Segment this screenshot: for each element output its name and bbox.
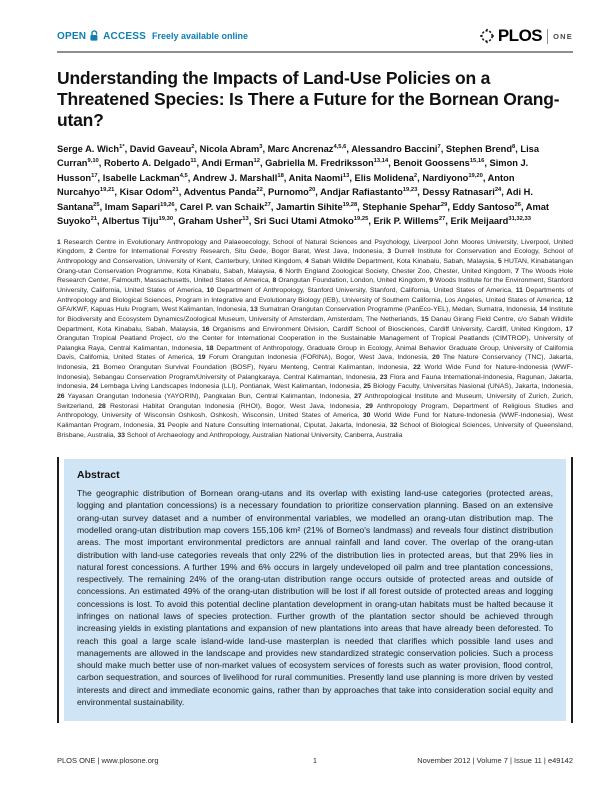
abstract-heading: Abstract (77, 469, 120, 482)
affiliation-number: 25 (363, 383, 371, 391)
affiliation-text: The Woods Hole Research Center, Falmouth, Massachusetts, United States of America, (57, 267, 573, 285)
author: Andrew J. Marshall$^{18}$ (192, 172, 284, 183)
author: Erik P. Willems$^{27}$ (373, 215, 446, 227)
affiliation-text: Lembaga Living Landscapes Indonesia (LLI), Pontianak, West Kalimantan, Indonesia, (98, 383, 364, 391)
affiliation-number: 14 (539, 306, 548, 314)
affiliation-number: 15 (421, 315, 429, 323)
affiliation-number: 32 (389, 421, 398, 429)
abstract-box (64, 459, 566, 721)
affiliation-text: GFA/KWF, Kapuas Hulu Program, West Kalimantan, Indonesia, (57, 306, 251, 314)
footer-page-number: 1 (312, 756, 318, 765)
author: Stephen Brend$^8$ (445, 143, 516, 154)
affiliation-text: Departments of Anthropology and Biological Sciences, Program in Integrative and Evolutionary Biology (IEB), University of Southern California, Los Angeles, United States of America, (57, 286, 573, 304)
affiliation-number: 23 (379, 373, 388, 381)
author: Carel P. van Schaik$^{27}$ (179, 201, 271, 212)
affiliation-text: Sumatran Orangutan Conservation Programme (PanEco-YEL), Medan, Sumatra, Indonesia, (257, 306, 540, 314)
author: Anton Nurcahyo$^{19,21}$ (57, 172, 515, 198)
author: Alessandro Baccini$^7$ (351, 143, 441, 154)
author: Adventus Panda$^{22}$ (183, 187, 263, 198)
affiliation-text: Danau Girang Field Centre, c/o Sabah Wildlife Department, Kota Kinabalu, Sabah, Malaysia, (57, 315, 574, 333)
affiliation-number: 33 (117, 431, 126, 439)
affiliation-number: 10 (206, 286, 215, 294)
affiliation-text: Durrell Institute for Conservation and Ecology, School of Anthropology and Conservation, University of Kent, Canterbury, United Kingdom, (57, 248, 573, 266)
affiliation-text: School of Biological Sciences, University of Queensland, Brisbane, Australia, (57, 421, 573, 439)
affiliation-number: 9 (429, 277, 434, 285)
plos-one-logo (479, 26, 573, 46)
author: Albertus Tiju$^{19,30}$ (101, 215, 174, 227)
affiliation-text: Anthropology Program, Department of Religious Studies and Anthropology, University of Wisconsin Oshkosh, Oshkosh, Wisconsin, United States of America, (57, 402, 573, 420)
author: Amat Suyoko$^{21}$ (57, 201, 550, 227)
affiliation-text: World Wide Fund for Nature-Indonesia (WWF-Indonesia), Sebangau Conservation Program/University of Palangkaraya, Central Kalimantan, Indonesia, (57, 364, 573, 381)
page-header (57, 26, 573, 53)
author-list: Serge A. Wich$^{1*}$, David Gaveau$^2$, Nicola Abram$^3$, Marc Ancrenaz$^{4,5,6}$, Alessandro Baccini$^7$, Stephen Brend$^8$, Lisa Curran$^{9,10}$, Roberto A. Delgado$^{11}$, Andi Erman$^{12}$, Gabriella M. Fredriksson$^{13,14}$, Benoit Goossens$^{15,16}$, Simon J. Husson$^{17}$, Isabelle Lackman$^{4,5}$, Andrew J. Marshall$^{18}$, Anita Naomi$^{13}$, Elis Molidena$^2$, Nardiyono$^{19,20}$, Anton Nurcahyo$^{19,21}$, Kisar Odom$^{21}$, Adventus Panda$^{22}$, Purnomo$^{20}$, Andjar Rafiastanto$^{19,23}$, Dessy Ratnasari$^{24}$, Adi H. Santana$^{25}$, Imam Sapari$^{19,26}$, Carel P. van Schaik$^{27}$, Jamartin Sihite$^{19,28}$, Stephanie Spehar$^{29}$, Eddy Santoso$^{26}$, Amat Suyoko$^{21}$, Albertus Tiju$^{19,30}$, Graham Usher$^{13}$, Sri Suci Utami Atmoko$^{19,25}$, Erik P. Willems$^{27}$, Erik Meijaard$^{31,32,33}$ (57, 143, 550, 227)
author: Andjar Rafiastanto$^{19,23}$ (320, 187, 418, 198)
author: Eddy Santoso$^{26}$ (452, 201, 521, 212)
author: Elis Molidena$^2$ (354, 172, 418, 183)
open-access-tagline: Freely available online (152, 31, 249, 41)
author: Jamartin Sihite$^{19,28}$ (276, 201, 358, 212)
affiliation-number: 13 (250, 306, 258, 314)
affiliation-number: 8 (272, 277, 277, 285)
author: Graham Usher$^{13}$ (178, 215, 249, 227)
author: David Gaveau$^2$ (129, 143, 195, 154)
abstract-section (57, 457, 573, 723)
affiliation-number: 11 (515, 286, 523, 294)
affiliation-text: Forum Orangutan Indonesia (FORINA), Bogor, West Java, Indonesia, (205, 354, 433, 362)
affiliation-text: Biology Faculty, Universitas Nasional (UNAS), Jakarta, Indonesia, (370, 383, 573, 391)
footer-journal-url: PLOS ONE | www.plosone.org (57, 756, 159, 765)
affiliation-number: 30 (362, 412, 371, 420)
author: Benoit Goossens$^{15,16}$ (393, 158, 485, 169)
author: Simon J. Husson$^{17}$ (57, 158, 529, 183)
affiliation-number: 1 (57, 238, 61, 246)
affiliation-number: 31 (157, 421, 166, 429)
affiliation-number: 26 (57, 392, 65, 400)
affiliation-number: 6 (278, 267, 283, 275)
affiliation-text: Flora and Fauna International-Indonesia, Ragunan, Jakarta, Indonesia, (57, 373, 574, 391)
affiliation-number: 3 (387, 248, 392, 256)
affiliation-number: 5 (498, 258, 502, 266)
author: Roberto A. Delgado$^{11}$ (103, 158, 197, 169)
author: Erik Meijaard$^{31,32,33}$ (450, 215, 531, 227)
author: Adi H. Santana$^{25}$ (57, 187, 533, 212)
affiliation-number: 22 (413, 364, 421, 372)
page-footer (57, 756, 573, 765)
author: Kisar Odom$^{21}$ (119, 187, 179, 198)
open-lock-icon (89, 30, 100, 42)
affiliation-text: Centre for International Forestry Research, Situ Gede, Bogor Barat, West Java, Indonesia, (92, 248, 388, 256)
affiliation-text: Anthropological Institute and Museum, University of Zurich, Zurich, Switzerland, (57, 392, 574, 410)
author: Isabelle Lackman$^{4,5}$ (102, 172, 188, 183)
affiliation-text: The Nature Conservancy (TNC), Jakarta, Indonesia, (57, 354, 573, 372)
article-title: Understanding the Impacts of Land-Use Policies on a Threatened Species: Is There a Future for the Bornean Orang-utan? (57, 68, 560, 130)
affiliation-number: 29 (365, 402, 373, 410)
affiliation-number: 21 (92, 364, 100, 372)
author: Nicola Abram$^3$ (199, 143, 263, 154)
abstract-text: The geographic distribution of Bornean orang-utans and its overlap with existing land-use categories (protected areas, logging and plantation concessions) is a necessary foundation to prioritize conservation planning. Based on an extensive orang-utan survey dataset and a number of environmental variables, we modelled an orang-utan distribution map. The modelled orang-utan distribution map covers 155,106 km² (21% of Borneo's landmass) and reveals four distinct distribution areas. The most important environmental predictors are annual rainfall and land cover. The overlap of the orang-utan distribution with land-use categories reveals that only 22% of the distribution lies in protected areas, but that 29% lies in natural forest concessions. A further 19% and 6% occurs in largely undeveloped oil palm and tree plantation concessions, respectively. The remaining 24% of the orang-utan distribution range occurs outside of protected areas and outside of concessions. An estimated 49% of the orang-utan distribution will be lost if all forest outside of protected areas and logging concessions is lost. To avoid this potential decline plantation development in orang-utan habitats must be halted because it infringes on national laws of species protection. Further growth of the plantation sector should be achieved through increasing yields in existing plantations and expansion of new plantations into areas that have already been deforested. To reach this goal a large scale island-wide land-use masterplan is needed that clarifies which possible land uses and managements are allowed in the landscape and provides new standardized strategic conservation policies. Such a process should make much better use of non-market values of ecosystem services of forests such as water provision, flood control, carbon sequestration, and sources of livelihood for rural communities. Presently land use planning is more driven by vested interests and direct and immediate economic gains, rather than by approaches that take into consideration social equity and environmental sustainability. (77, 488, 553, 707)
affiliation-text: HUTAN, Kinabatangan Orang-utan Conservation Programme, Kota Kinabalu, Sabah, Malaysia, (57, 258, 574, 275)
logo-divider (547, 29, 548, 44)
author: Stephanie Spehar$^{29}$ (362, 201, 448, 212)
affiliation-number: 18 (206, 344, 214, 352)
affiliation-number: 16 (202, 325, 210, 333)
affiliation-number: 12 (565, 296, 573, 304)
open-access-label-open: OPEN (57, 30, 87, 42)
affiliation-number: 19 (197, 354, 206, 362)
plos-globe-icon (479, 28, 495, 44)
affiliation-text: Department of Anthropology, Stanford University, Stanford, California, United States of America, (214, 286, 516, 294)
affiliation-text: World Wide Fund for Nature-Indonesia (WWF-Indonesia), West Kalimantan Program, Indonesia, (57, 412, 573, 429)
author: Andi Erman$^{12}$ (201, 158, 260, 169)
author: Lisa Curran$^{9,10}$ (57, 144, 540, 169)
footer-issue-info: November 2012 | Volume 7 | Issue 11 | e49142 (417, 756, 573, 765)
affiliation-number: 20 (432, 354, 440, 362)
open-access-banner (57, 30, 248, 42)
plos-one-suffix: ONE (553, 31, 573, 41)
affiliation-text: Sabah Wildlife Department, Kota Kinabalu, Sabah, Malaysia, (308, 258, 499, 266)
affiliation-text: Restorasi Habitat Orangutan Indonesia (RHOI), Bogor, West Java, Indonesia, (105, 402, 366, 410)
affiliation-number: 28 (98, 402, 106, 410)
affiliation-number: 17 (565, 325, 573, 333)
plos-brand-text: PLOS (497, 26, 543, 45)
author: Nardiyono$^{19,20}$ (422, 172, 483, 183)
affiliation-text: Woods Institute for the Environment, Stanford University, California, United States of America, (57, 277, 573, 294)
affiliation-text: Research Centre in Evolutionary Anthropology and Palaeoecology, School of Natural Sciences and Psychology, Liverpool John Moores University, Liverpool, United Kingdom, (57, 238, 573, 256)
affiliation-text: Borneo Orangutan Survival Foundation (BOSF), Nyaru Menteng, Central Kalimantan, Indonesia, (99, 364, 414, 372)
affiliation-text: Orangutan Tropical Peatland Project, c/o the Center for International Cooperation in the Sustainable Management of Tropical Peatlands (CIMTROP), University of Palangka Raya, Central Kalimantan, Indonesia, (57, 335, 573, 352)
affiliation-text: School of Archaeology and Anthropology, Australian National University, Canberra, Australia (125, 431, 403, 439)
affiliation-text: Orangutan Foundation, London, United Kingdom, (276, 277, 430, 285)
affiliation-text: People and Nature Consulting International, Ciputat, Jakarta, Indonesia, (165, 421, 390, 429)
affiliation-number: 4 (305, 258, 309, 266)
author: Dessy Ratnasari$^{24}$ (422, 187, 502, 198)
affiliation-text: Institute for Biodiversity and Ecosystem Dynamics/Zoological Museum, University of Amsterdam, Amsterdam, The Netherlands, (57, 306, 573, 323)
author: Sri Suci Utami Atmoko$^{19,25}$ (253, 215, 369, 227)
affiliation-text: Organisms and Environment Division, Cardiff School of Biosciences, Cardiff University, Cardiff, United Kingdom, (209, 325, 566, 333)
affiliation-text: North England Zoological Society, Chester Zoo, Chester, United Kingdom, (282, 267, 516, 275)
author: Serge A. Wich$^{1*}$ (57, 143, 125, 154)
affiliation-number: 7 (515, 267, 519, 275)
affiliation-text: Department of Anthropology, Graduate Group in Ecology, Animal Behavior Graduate Group, University of California Davis, California, United States of America, (57, 344, 573, 362)
author: Purnomo$^{20}$ (268, 187, 316, 198)
affiliation-number: 2 (89, 248, 93, 256)
affiliation-number: 24 (90, 383, 99, 391)
affiliation-text: Yayasan Orangutan Indonesia (YAYORIN), Pangkalan Bun, Central Kalimantan, Indonesia, (64, 392, 355, 400)
author: Imam Sapari$^{19,26}$ (104, 201, 175, 212)
author: Anita Naomi$^{13}$ (288, 172, 350, 183)
open-access-label-access: ACCESS (103, 30, 147, 42)
author: Marc Ancrenaz$^{4,5,6}$ (267, 143, 347, 154)
affiliation-list (57, 238, 573, 440)
affiliation-number: 27 (354, 392, 362, 400)
author: Gabriella M. Fredriksson$^{13,14}$ (265, 158, 389, 169)
